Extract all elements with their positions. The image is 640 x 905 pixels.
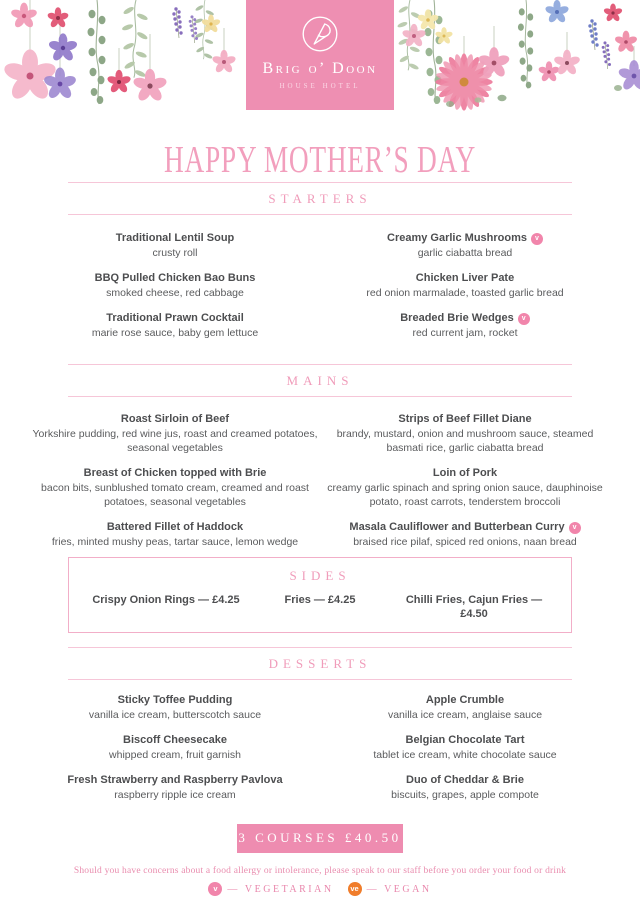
side-item: Fries — £4.25 <box>284 594 356 606</box>
item-name: Traditional Prawn Cocktail <box>106 312 244 324</box>
brand-subtitle: HOUSE HOTEL <box>279 82 361 90</box>
mains-columns <box>30 412 610 549</box>
section-header-desserts <box>68 647 572 680</box>
item-description: tablet ice cream, white chocolate sauce <box>373 749 557 761</box>
vegan-badge: ve <box>348 882 362 896</box>
item-description: creamy garlic spinach and spring onion sauce, dauphinoise potato, roast carrots, tenderstem broccoli <box>327 482 603 508</box>
menu-item <box>320 773 610 802</box>
item-name: Roast Sirloin of Beef <box>120 413 230 425</box>
menu-item <box>30 466 320 509</box>
item-name: Sticky Toffee Pudding <box>117 694 233 706</box>
starters-columns <box>30 231 610 340</box>
side-item: Crispy Onion Rings — £4.25 <box>92 594 240 606</box>
menu-item <box>320 733 610 762</box>
vegetarian-badge: v <box>208 882 222 896</box>
item-name: Breaded Brie Wedges <box>400 312 514 324</box>
menu-item <box>30 693 320 722</box>
item-name: Belgian Chocolate Tart <box>405 734 525 746</box>
menu-item <box>320 693 610 722</box>
legend-vegetarian <box>208 882 333 896</box>
item-description: Yorkshire pudding, red wine jus, roast and creamed potatoes, seasonal vegetables <box>32 428 318 454</box>
menu-item <box>320 311 610 340</box>
item-name: Chicken Liver Pate <box>415 272 515 284</box>
menu-item <box>30 271 320 300</box>
page-title: HAPPY MOTHER’S DAY <box>164 139 476 181</box>
item-description: red current jam, rocket <box>412 327 518 339</box>
item-description: fries, minted mushy peas, tartar sauce, lemon wedge <box>51 536 299 548</box>
item-description: whipped cream, fruit garnish <box>109 749 241 761</box>
section-header-mains <box>68 364 572 397</box>
brand-monogram-icon <box>299 13 341 55</box>
item-description: braised rice pilaf, spiced red onions, naan bread <box>353 536 577 548</box>
legend-label: VEGAN <box>384 883 432 895</box>
vegetarian-badge: v <box>531 233 543 245</box>
legend-vegan <box>348 882 432 896</box>
side-item: Chilli Fries, Cajun Fries — £4.50 <box>405 594 543 620</box>
menu-item <box>30 311 320 340</box>
item-description: crusty roll <box>152 247 198 259</box>
desserts-columns <box>30 693 610 802</box>
sides-row <box>89 593 551 621</box>
three-courses-price-banner: 3 COURSES £40.50 <box>237 824 403 853</box>
menu-item <box>320 520 610 549</box>
legend-dash: — <box>366 883 380 895</box>
item-name: Loin of Pork <box>432 467 498 479</box>
brand-box <box>246 0 394 110</box>
item-name: Battered Fillet of Haddock <box>106 521 244 533</box>
item-description: garlic ciabatta bread <box>417 247 513 259</box>
item-name: Apple Crumble <box>425 694 505 706</box>
item-name: Breast of Chicken topped with Brie <box>83 467 267 479</box>
legend-dash: — <box>227 883 240 895</box>
item-name: Masala Cauliflower and Butterbean Curry <box>349 521 565 533</box>
brand-name: Brig o’ Doon <box>262 60 378 77</box>
item-name: BBQ Pulled Chicken Bao Buns <box>94 272 256 284</box>
item-description: biscuits, grapes, apple compote <box>391 789 539 801</box>
starters-left-column <box>30 231 320 340</box>
item-description: brandy, mustard, onion and mushroom sauce, steamed basmati rice, garlic ciabatta bread <box>336 428 594 454</box>
legend-label: VEGETARIAN <box>244 883 334 895</box>
item-name: Fresh Strawberry and Raspberry Pavlova <box>67 774 283 786</box>
mains-left-column <box>30 412 320 549</box>
desserts-right-column <box>320 693 610 802</box>
section-header-starters <box>68 182 572 215</box>
item-description: marie rose sauce, baby gem lettuce <box>91 327 259 339</box>
item-description: raspberry ripple ice cream <box>114 789 236 801</box>
item-name: Biscoff Cheesecake <box>123 734 227 746</box>
item-description: bacon bits, sunblushed tomato cream, creamed and roast potatoes, seasonal vegetables <box>41 482 309 508</box>
section-label: DESSERTS <box>268 656 372 671</box>
menu-item <box>30 733 320 762</box>
menu-item <box>320 412 610 455</box>
item-name: Duo of Cheddar & Brie <box>406 774 524 786</box>
item-description: smoked cheese, red cabbage <box>106 287 244 299</box>
menu-item <box>30 412 320 455</box>
sides-box <box>68 557 572 633</box>
starters-right-column <box>320 231 610 340</box>
item-name: Creamy Garlic Mushrooms <box>387 232 527 244</box>
menu-item <box>320 466 610 509</box>
menu-item <box>30 520 320 549</box>
section-label: SIDES <box>289 568 351 583</box>
menu-item <box>320 271 610 300</box>
menu-item <box>30 773 320 802</box>
desserts-left-column <box>30 693 320 802</box>
menu-item <box>30 231 320 260</box>
floral-header <box>0 0 640 128</box>
menu-item <box>320 231 610 260</box>
vegetarian-badge: v <box>518 313 530 325</box>
section-label: MAINS <box>286 373 354 388</box>
allergy-note: Should you have concerns about a food allergy or intolerance, please speak to our staff before you order your food or drink <box>73 866 567 876</box>
item-name: Traditional Lentil Soup <box>115 232 235 244</box>
item-description: vanilla ice cream, butterscotch sauce <box>88 709 262 721</box>
mains-right-column <box>320 412 610 549</box>
item-description: vanilla ice cream, anglaise sauce <box>387 709 543 721</box>
vegetarian-badge: v <box>569 522 581 534</box>
section-label: STARTERS <box>268 191 372 206</box>
dietary-legend <box>0 882 640 896</box>
item-name: Strips of Beef Fillet Diane <box>398 413 532 425</box>
item-description: red onion marmalade, toasted garlic bread <box>366 287 564 299</box>
